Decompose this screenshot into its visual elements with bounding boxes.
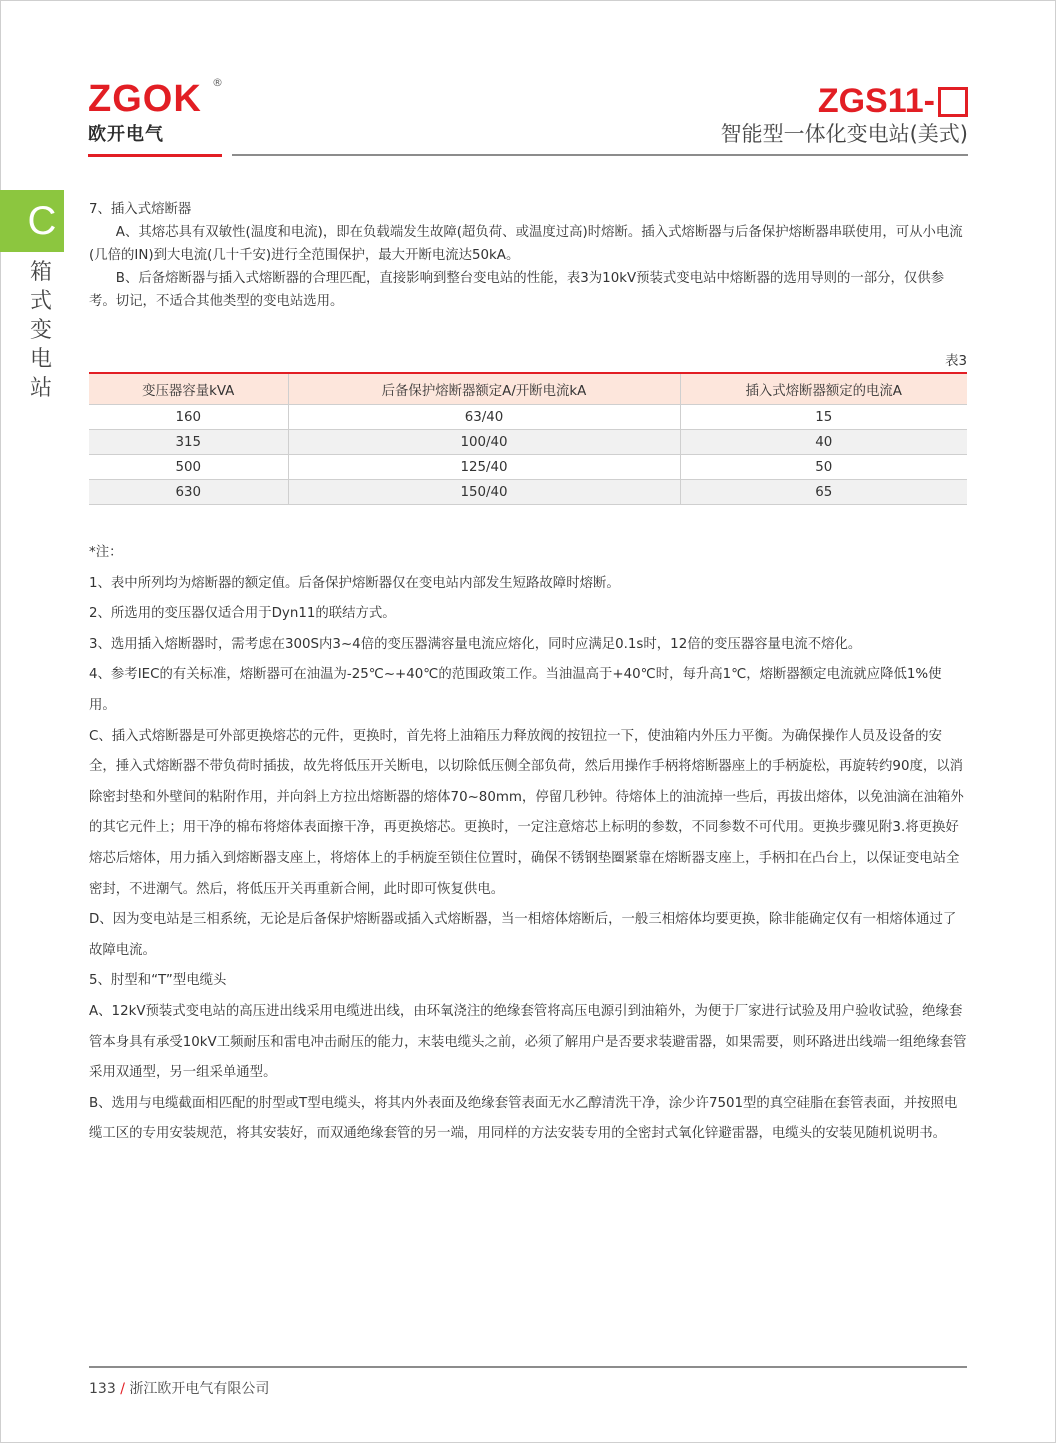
note-item: 1、表中所列均为熔断器的额定值。后备保护熔断器仅在变电站内部发生短路故障时熔断。	[89, 575, 620, 591]
note-item: 4、参考IEC的有关标准，熔断器可在油温为-25℃~+40℃的范围政策工作。当油温高于+40℃时，每升高1℃，熔断器额定电流就应降低1%使用。	[89, 667, 942, 713]
logo-chinese-name: 欧开电气	[88, 124, 164, 145]
paragraph-c: C、插入式熔断器是可外部更换熔芯的元件，更换时，首先将上油箱压力释放阀的按钮拉一下，使油箱内外压力平衡。为确保操作人员及设备的安全，捶入式熔断器不带负荷时插拔，故先将低压开关断电，以切除低压侧全部负荷，然后用操作手柄将熔断器座上的手柄旋松，再旋转约90度，以消除密封垫和外壁间的粘附作用，并向斜上方拉出熔断器的熔体70~80mm，停留几秒钟。待熔体上的油流掉一些后，再拔出熔体，以免油滴在油箱外的其它元件上；用干净的棉布将熔体表面擦干净，再更换熔芯。更换时，一定注意熔芯上标明的参数，不同参数不可代用。更换步骤见附3.将更换好熔芯后熔体，用力插入到熔断器支座上，将熔体上的手柄旋至锁住位置时，确保不锈钢垫圈紧靠在熔断器支座上，手柄扣在凸台上，以保证变电站全密封，不进潮气。然后，将低压开关再重新合闸，此时即可恢复供电。	[89, 728, 964, 897]
table-cell: 15	[680, 405, 967, 430]
footer-separator: /	[120, 1381, 125, 1397]
page-number: 133	[89, 1381, 116, 1397]
model-placeholder-box	[938, 87, 968, 117]
fuse-selection-table	[89, 372, 967, 505]
table-row	[89, 405, 967, 430]
table-cell: 630	[175, 484, 202, 500]
product-subtitle: 智能型一体化变电站(美式)	[720, 122, 968, 146]
column-header: 后备保护熔断器额定A/开断电流kA	[288, 373, 680, 405]
section-heading: 7、插入式熔断器	[89, 202, 192, 217]
table-cell: 160	[175, 409, 202, 425]
table-cell: 65	[680, 480, 967, 505]
model-number	[818, 82, 968, 121]
table-row	[89, 430, 967, 455]
model-text: ZGS11-	[817, 82, 935, 120]
table-header-row	[89, 373, 967, 405]
header-divider	[232, 154, 968, 156]
section-vertical-title: 箱式变电站	[29, 260, 52, 401]
table-cell: 100/40	[288, 430, 680, 455]
column-header: 插入式熔断器额定的电流A	[680, 373, 967, 405]
table-cell: 315	[175, 434, 202, 450]
paragraph-b: B、后备熔断器与插入式熔断器的合理匹配，直接影响到整台变电站的性能，表3为10kV预装式变电站中熔断器的选用导则的一部分，仅供参考。切记，不适合其他类型的变电站选用。	[89, 271, 945, 309]
logo-wordmark: ZGOK	[88, 78, 202, 120]
table-cell: 500	[175, 459, 202, 475]
column-header: 变压器容量kVA	[142, 383, 235, 399]
table-cell: 63/40	[288, 405, 680, 430]
section-letter-tab: C	[0, 190, 64, 252]
footer	[89, 1378, 269, 1398]
notes-label: *注：	[89, 545, 123, 560]
paragraph-b: B、选用与电缆截面相匹配的肘型或T型电缆头，将其内外表面及绝缘套管表面无水乙醇清洗干净，涂少许7501型的真空硅脂在套管表面，并按照电缆工区的专用安装规范，将其安装好，而双通绝缘套管的另一端，用同样的方法安装专用的全密封式氧化锌避雷器，电缆头的安装见随机说明书。	[89, 1095, 958, 1142]
registered-mark: ®	[212, 76, 223, 89]
table-cell: 50	[680, 455, 967, 480]
note-item: 2、所选用的变压器仅适合用于Dyn11的联结方式。	[89, 606, 396, 622]
note-item: 3、选用插入熔断器时，需考虑在300S内3~4倍的变压器满容量电流应熔化，同时应满足0.1s时，12倍的变压器容量电流不熔化。	[89, 636, 862, 652]
header-accent-bar	[88, 154, 222, 157]
table-row	[89, 455, 967, 480]
table-row	[89, 480, 967, 505]
table-cell: 125/40	[288, 455, 680, 480]
footer-divider	[89, 1366, 967, 1368]
table-cell: 40	[680, 430, 967, 455]
brand-logo	[88, 76, 238, 146]
company-name: 浙江欧开电气有限公司	[129, 1381, 270, 1397]
section-heading: 5、肘型和“T”型电缆头	[89, 973, 227, 989]
paragraph-d: D、因为变电站是三相系统，无论是后备保护熔断器或插入式熔断器，当一相熔体熔断后，一般三相熔体均要更换，除非能确定仅有一相熔体通过了故障电流。	[89, 912, 957, 958]
paragraph-a: A、12kV预装式变电站的高压进出线采用电缆进出线，由环氧浇注的绝缘套管将高压电源引到油箱外，为便于厂家进行试验及用户验收试验，绝缘套管本身具有承受10kV工频耐压和雷电冲击耐压的能力，末装电缆头之前，必须了解用户是否要求装避雷器，如果需要，则环路进出线端一组绝缘套管采用双通型，另一组采单通型。	[89, 1003, 967, 1081]
table-caption: 表3	[945, 354, 967, 369]
notes-section	[89, 538, 967, 1150]
intro-section	[89, 198, 967, 313]
table-cell: 150/40	[288, 480, 680, 505]
paragraph-a: A、其熔芯具有双敏性(温度和电流)，即在负载端发生故障(超负荷、或温度过高)时熔断。插入式熔断器与后备保护熔断器串联使用，可从小电流(几倍的IN)到大电流(几十千安)进行全范围保护，最大开断电流达50kA。	[89, 225, 963, 263]
